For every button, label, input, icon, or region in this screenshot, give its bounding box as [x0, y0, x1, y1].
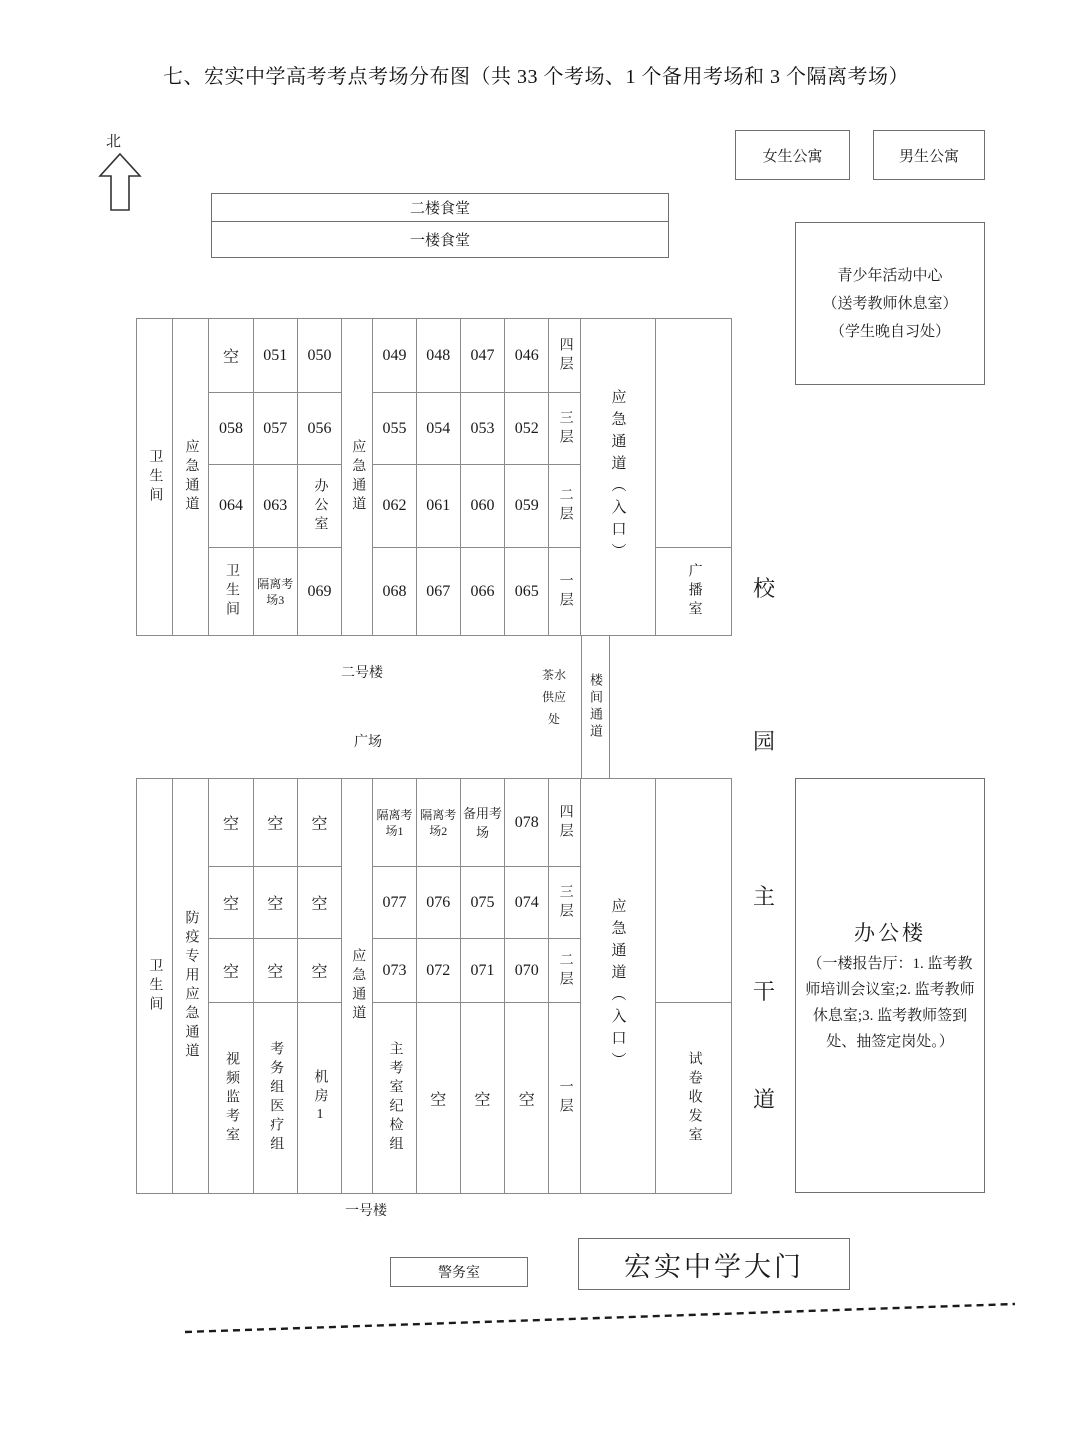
b2-r0-c4[interactable]: 048 — [416, 319, 460, 393]
campus-road-char-5: 道 — [753, 1087, 776, 1112]
b1-r1-c6[interactable]: 074 — [505, 867, 549, 939]
b2-r3-c2[interactable]: 069 — [297, 548, 341, 636]
b2-r3-wc[interactable]: 卫生间 — [209, 548, 253, 636]
campus-road-char-3: 主 — [753, 884, 776, 909]
b1-r1-c5[interactable]: 075 — [460, 867, 504, 939]
building2-grid — [136, 318, 732, 636]
b2-right-corridor: 应急通道（入口） — [580, 319, 656, 636]
b2-r3-c5[interactable]: 066 — [460, 548, 504, 636]
b2-floor-2: 二层 — [549, 465, 580, 548]
b1-r0-c2[interactable]: 空 — [297, 779, 341, 867]
b2-r1-c3[interactable]: 055 — [373, 393, 416, 465]
b1-mid-corridor: 应急通道 — [342, 779, 373, 1194]
b1-left-wc: 卫生间 — [137, 779, 173, 1194]
b2-left-corridor: 应急通道 — [172, 319, 209, 636]
b2-floor-4: 四层 — [549, 319, 580, 393]
b1-r0-c1[interactable]: 空 — [253, 779, 297, 867]
campus-road-char-2: 园 — [753, 729, 776, 754]
b2-r2-c3[interactable]: 062 — [373, 465, 416, 548]
boys-dorm-box[interactable]: 男生公寓 — [873, 130, 985, 180]
b1-server-room-1[interactable]: 机房1 — [297, 1003, 341, 1194]
b2-r0-c0[interactable]: 空 — [209, 319, 253, 393]
b2-r1-c6[interactable]: 052 — [505, 393, 549, 465]
b2-r2-c1[interactable]: 063 — [253, 465, 297, 548]
b2-r1-c5[interactable]: 053 — [460, 393, 504, 465]
girls-dorm-box[interactable]: 女生公寓 — [735, 130, 850, 180]
b1-r2-c1[interactable]: 空 — [253, 939, 297, 1003]
youth-center-line2: （送考教师休息室） — [822, 295, 958, 312]
b2-r1-c1[interactable]: 057 — [253, 393, 297, 465]
b1-right-corridor: 应急通道（入口） — [580, 779, 656, 1194]
b2-mid-corridor: 应急通道 — [342, 319, 373, 636]
b2-r0-c6[interactable]: 046 — [505, 319, 549, 393]
youth-center-box[interactable] — [795, 222, 985, 385]
b1-r1-c3[interactable]: 077 — [373, 867, 416, 939]
b2-r3-c3[interactable]: 068 — [373, 548, 416, 636]
b1-r3-c6[interactable]: 空 — [505, 1003, 549, 1194]
b1-isolation-2[interactable]: 隔离考场2 — [416, 779, 460, 867]
inter-building-corridor-label: 楼间通道 — [588, 672, 603, 741]
youth-center-line3: （学生晚自习处） — [829, 323, 950, 340]
youth-center-line1: 青少年活动中心 — [837, 267, 943, 284]
b2-r2-c0[interactable]: 064 — [209, 465, 253, 548]
b1-r1-c2[interactable]: 空 — [297, 867, 341, 939]
b1-r2-c2[interactable]: 空 — [297, 939, 341, 1003]
b1-paper-room[interactable]: 试卷收发室 — [656, 1003, 732, 1194]
b1-chief-inspection-room[interactable]: 主考室纪检组 — [373, 1003, 416, 1194]
inter-building-corridor-slot — [581, 635, 610, 778]
school-gate-box[interactable]: 宏实中学大门 — [578, 1238, 850, 1290]
b1-r2-c4[interactable]: 072 — [416, 939, 460, 1003]
office-building-box[interactable] — [795, 778, 985, 1193]
b1-r1-c0[interactable]: 空 — [209, 867, 253, 939]
b1-r2-c0[interactable]: 空 — [209, 939, 253, 1003]
road-dashed-line — [185, 1300, 1015, 1340]
tea-supply-text: 茶水供应处 — [541, 668, 566, 726]
b1-right-empty — [656, 779, 732, 1003]
b1-video-monitor-room[interactable]: 视频监考室 — [209, 1003, 253, 1194]
b2-r2-c4[interactable]: 061 — [416, 465, 460, 548]
b2-r2-c5[interactable]: 060 — [460, 465, 504, 548]
b2-r1-c0[interactable]: 058 — [209, 393, 253, 465]
building2-name-label: 二号楼 — [341, 666, 383, 681]
north-arrow-icon — [98, 152, 142, 212]
police-room-box[interactable]: 警务室 — [390, 1257, 528, 1287]
b2-floor-1: 一层 — [549, 548, 580, 636]
b1-r2-c5[interactable]: 071 — [460, 939, 504, 1003]
canteen-floor1-box[interactable]: 一楼食堂 — [211, 222, 669, 258]
canteen-floor2-box[interactable]: 二楼食堂 — [211, 193, 669, 222]
building1-name-label: 一号楼 — [345, 1204, 387, 1219]
b2-r2-c6[interactable]: 059 — [505, 465, 549, 548]
b1-medical-group-room[interactable]: 考务组医疗组 — [253, 1003, 297, 1194]
office-building-detail: （一楼报告厅：1. 监考教师培训会议室;2. 监考教师休息室;3. 监考教师签到处、抽签定岗处。） — [805, 955, 975, 1050]
tea-supply-label — [538, 664, 570, 730]
b1-spare-room[interactable]: 备用考场 — [460, 779, 504, 867]
b1-left-corridor: 防疫专用应急通道 — [172, 779, 209, 1194]
b2-r1-c4[interactable]: 054 — [416, 393, 460, 465]
page-title: 七、宏实中学高考考点考场分布图（共 33 个考场、1 个备用考场和 3 个隔离考场） — [163, 66, 909, 88]
b1-floor-1: 一层 — [549, 1003, 580, 1194]
b1-floor-3: 三层 — [549, 867, 580, 939]
b2-r1-c2[interactable]: 056 — [297, 393, 341, 465]
b2-r3-c4[interactable]: 067 — [416, 548, 460, 636]
b2-right-empty — [656, 319, 732, 548]
b2-office-room[interactable]: 办公室 — [297, 465, 341, 548]
b1-r0-c0[interactable]: 空 — [209, 779, 253, 867]
b1-r1-c4[interactable]: 076 — [416, 867, 460, 939]
b2-r0-c2[interactable]: 050 — [297, 319, 341, 393]
b1-r0-c6[interactable]: 078 — [505, 779, 549, 867]
office-building-title: 办公楼 — [854, 920, 926, 945]
b2-r0-c5[interactable]: 047 — [460, 319, 504, 393]
plaza-label: 广场 — [354, 735, 382, 750]
b2-r3-isolation3[interactable]: 隔离考场3 — [253, 548, 297, 636]
b2-r0-c3[interactable]: 049 — [373, 319, 416, 393]
b1-r1-c1[interactable]: 空 — [253, 867, 297, 939]
b2-floor-3: 三层 — [549, 393, 580, 465]
b1-isolation-1[interactable]: 隔离考场1 — [373, 779, 416, 867]
b1-r2-c3[interactable]: 073 — [373, 939, 416, 1003]
b1-r3-c5[interactable]: 空 — [460, 1003, 504, 1194]
b1-floor-4: 四层 — [549, 779, 580, 867]
b2-r0-c1[interactable]: 051 — [253, 319, 297, 393]
b2-left-wc: 卫生间 — [137, 319, 173, 636]
campus-road-char-4: 干 — [753, 979, 776, 1004]
b1-floor-2: 二层 — [549, 939, 580, 1003]
b2-r3-c6[interactable]: 065 — [505, 548, 549, 636]
b1-r3-c4[interactable]: 空 — [416, 1003, 460, 1194]
building1-grid — [136, 778, 732, 1194]
b1-r2-c6[interactable]: 070 — [505, 939, 549, 1003]
north-label: 北 — [106, 134, 122, 150]
campus-road-char-1: 校 — [753, 576, 776, 601]
b2-broadcast-room[interactable]: 广播室 — [656, 548, 732, 636]
